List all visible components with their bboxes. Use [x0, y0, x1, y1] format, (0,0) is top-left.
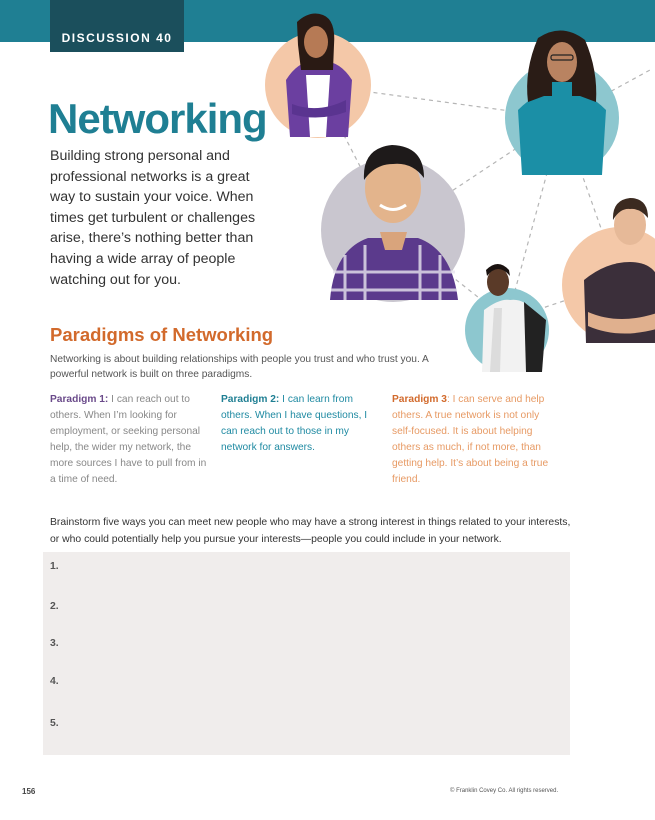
paradigm-3-label: Paradigm 3	[392, 394, 447, 405]
paradigm-3	[392, 392, 552, 488]
portrait-boy-plaid-shirt	[321, 145, 465, 302]
answer-box[interactable]	[43, 552, 570, 755]
portrait-man-dark-tee	[562, 198, 655, 343]
portrait-woman-teal-sweater	[505, 30, 619, 175]
paradigm-2-label: Paradigm 2:	[221, 394, 280, 405]
paradigm-1-label: Paradigm 1:	[50, 394, 109, 405]
answer-number: 1.	[50, 561, 59, 572]
answer-number: 2.	[50, 601, 59, 612]
paradigm-1	[50, 392, 210, 488]
portrait-boy-backpack	[465, 264, 549, 372]
page-title: Networking	[48, 95, 267, 142]
paradigm-2	[221, 392, 371, 456]
page-number: 156	[22, 787, 36, 796]
answer-number: 3.	[50, 638, 59, 649]
intro-paragraph: Building strong personal and professional networks is a great way to sustain your voice. When times get turbulent or challenges arise, there’s nothing better than having a wide array of people watching out for you.	[50, 148, 256, 288]
answer-number: 5.	[50, 718, 59, 729]
discussion-tab: DISCUSSION 40	[50, 0, 184, 52]
paradigm-3-text: : I can serve and help others. A true network is not only self-focused. It is about helping others as much, if not more, than getting help. It’s about being a true friend.	[392, 394, 549, 485]
section-heading: Paradigms of Networking	[50, 324, 274, 345]
answer-number: 4.	[50, 676, 59, 687]
section-lead: Networking is about building relationships with people you trust and who trust you. A powerful network is built on three paradigms.	[50, 354, 429, 380]
paradigm-1-text: I can reach out to others. When I’m looking for employment, or seeking personal help, the wider my network, the more sources I have to pull from in a time of need.	[50, 394, 207, 485]
paradigm-2-text: I can learn from others. When I have questions, I can reach out to those in my network for answers.	[221, 394, 368, 453]
copyright-notice: © Franklin Covey Co. All rights reserved.	[450, 788, 559, 794]
brainstorm-prompt: Brainstorm five ways you can meet new people who may have a strong interest in things related to your interests, or who could potentially help you pursue your interests—people you could include in your network.	[50, 517, 571, 545]
portrait-girl-purple-hoodie	[265, 14, 371, 138]
